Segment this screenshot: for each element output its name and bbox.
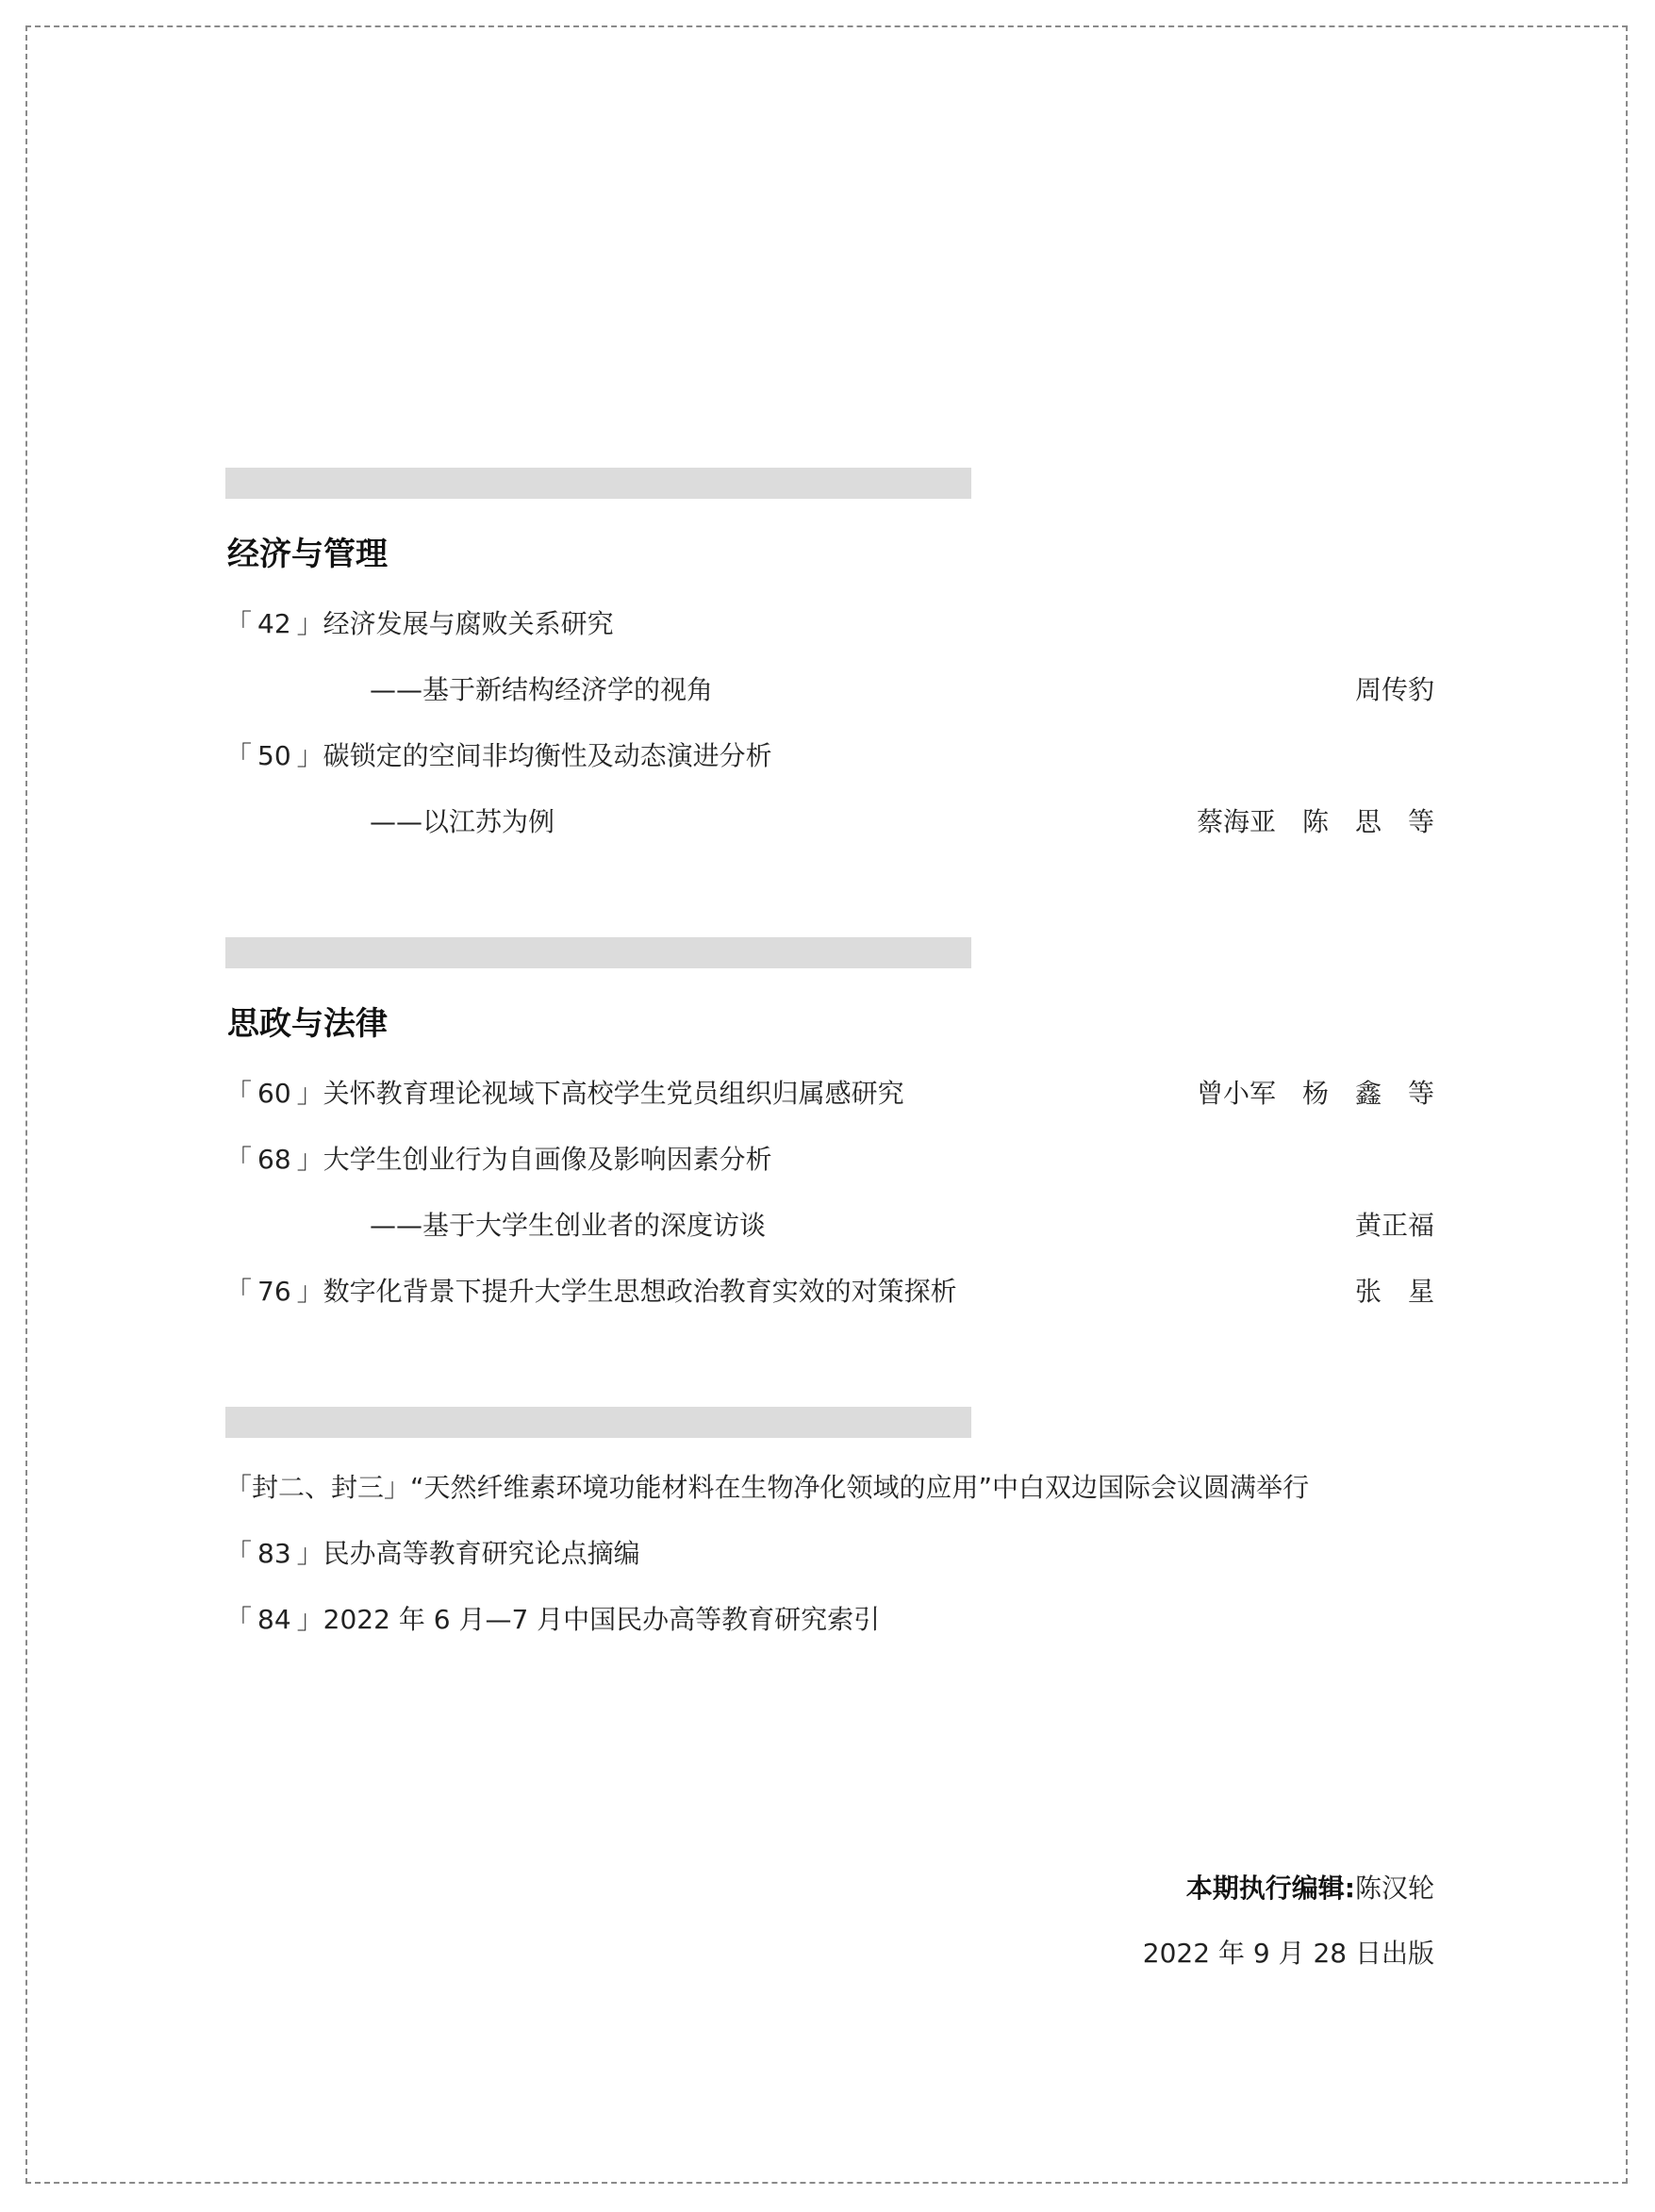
toc-entry-50[interactable]: [225, 739, 772, 773]
bracket-open: 「: [225, 1144, 253, 1175]
entry-subtitle: ——基于大学生创业者的深度访谈: [370, 1210, 767, 1241]
bracket-open: 「: [225, 1604, 253, 1635]
page-number: 60: [257, 1078, 291, 1109]
entry-title: 关怀教育理论视域下高校学生党员组织归属感研究: [323, 1078, 904, 1109]
page-number: 84: [257, 1604, 291, 1635]
entry-author: 周传豹: [1354, 674, 1434, 705]
bracket-close: 」: [296, 1144, 323, 1175]
entry-title: 民办高等教育研究论点摘编: [323, 1538, 640, 1569]
bracket-open: 「: [225, 608, 253, 639]
bracket-close: 」: [384, 1472, 411, 1503]
entry-title: “天然纤维素环境功能材料在生物净化领域的应用”中白双边国际会议圆满举行: [410, 1472, 1310, 1503]
entry-author: 张 星: [1354, 1276, 1434, 1307]
toc-entry-76[interactable]: [225, 1275, 957, 1309]
section-divider-economics: [225, 468, 971, 499]
toc-entry-83[interactable]: [225, 1537, 640, 1571]
page-number: 50: [257, 740, 291, 771]
entry-author: 黄正福: [1354, 1210, 1434, 1241]
bracket-open: 「: [225, 1276, 253, 1307]
entry-author: 蔡海亚 陈 思 等: [1196, 806, 1434, 837]
entry-subtitle: ——以江苏为例: [370, 806, 555, 837]
footer-editor: [1186, 1872, 1434, 1906]
entry-author: 曾小军 杨 鑫 等: [1196, 1078, 1434, 1109]
section-divider-misc: [225, 1407, 971, 1438]
entry-subtitle: ——基于新结构经济学的视角: [370, 674, 714, 705]
section-divider-ideology-law: [225, 937, 971, 968]
entry-title: 大学生创业行为自画像及影响因素分析: [323, 1144, 772, 1175]
page-number: 42: [257, 608, 291, 639]
page-number: 76: [257, 1276, 291, 1307]
bracket-open: 「: [225, 1078, 253, 1109]
toc-entry-84[interactable]: [225, 1603, 880, 1637]
bracket-close: 」: [296, 608, 323, 639]
toc-entry-cover[interactable]: [225, 1471, 1309, 1505]
bracket-open: 「: [225, 1472, 253, 1503]
editor-name: 陈汉轮: [1354, 1873, 1434, 1904]
publish-date: 2022 年 9 月 28 日出版: [1142, 1938, 1434, 1969]
page-number: 封二、封三: [252, 1472, 385, 1503]
page-number: 83: [257, 1538, 291, 1569]
entry-title: 碳锁定的空间非均衡性及动态演进分析: [323, 740, 772, 771]
bracket-close: 」: [296, 1604, 323, 1635]
bracket-open: 「: [225, 1538, 253, 1569]
entry-title: 2022 年 6 月—7 月中国民办高等教育研究索引: [323, 1604, 881, 1635]
bracket-close: 」: [296, 740, 323, 771]
toc-entry-68[interactable]: [225, 1143, 772, 1177]
page-number: 68: [257, 1144, 291, 1175]
section-title-economics: 经济与管理: [227, 536, 388, 573]
bracket-open: 「: [225, 740, 253, 771]
editor-label: 本期执行编辑:: [1185, 1873, 1355, 1904]
entry-title: 经济发展与腐败关系研究: [323, 608, 614, 639]
section-title-ideology-law: 思政与法律: [227, 1005, 388, 1043]
entry-title: 数字化背景下提升大学生思想政治教育实效的对策探析: [323, 1276, 957, 1307]
toc-entry-42[interactable]: [225, 607, 614, 641]
toc-entry-60[interactable]: [225, 1077, 904, 1111]
bracket-close: 」: [296, 1276, 323, 1307]
bracket-close: 」: [296, 1538, 323, 1569]
bracket-close: 」: [296, 1078, 323, 1109]
